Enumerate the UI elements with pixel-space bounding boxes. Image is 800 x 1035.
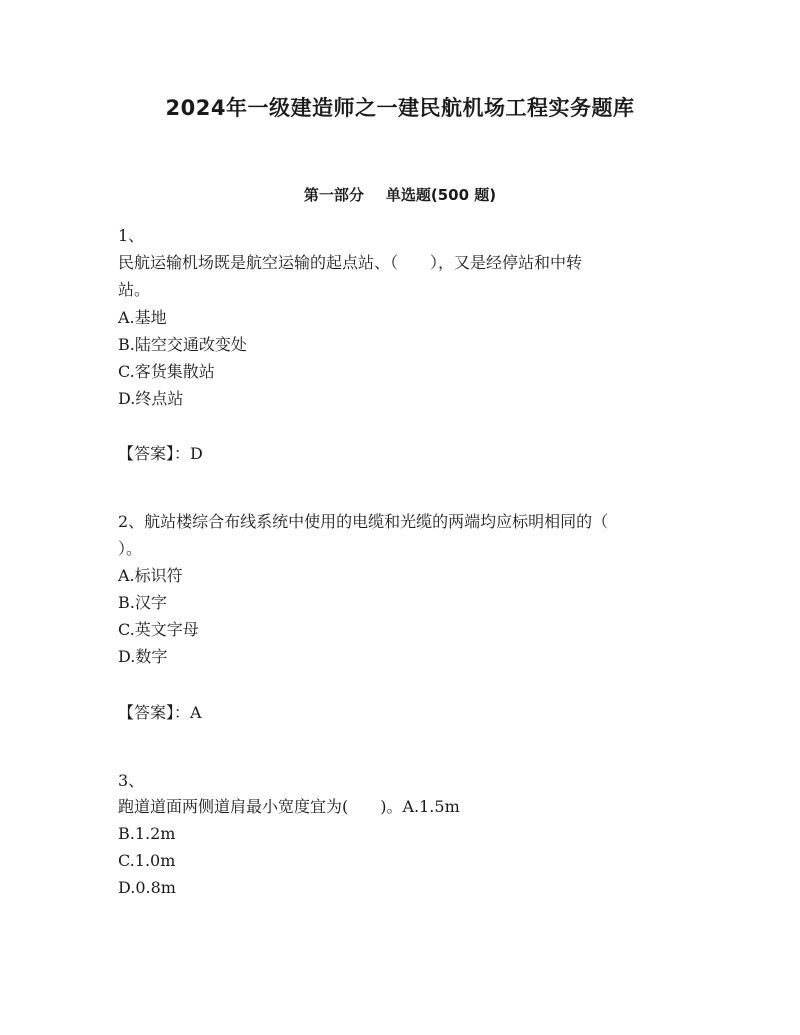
question-3-stem-line-1: 跑道道面两侧道肩最小宽度宜为( )。A.1.5m — [118, 797, 460, 816]
question-1-option-c: C.客货集散站 — [118, 362, 215, 381]
question-1-option-a: A.基地 — [118, 308, 167, 327]
question-2-option-c: C.英文字母 — [118, 620, 199, 639]
answer-value: A — [190, 703, 202, 722]
question-2-option-a: A.标识符 — [118, 566, 183, 585]
question-1-stem-line-1: 民航运输机场既是航空运输的起点站、（ ），又是经停站和中转 — [118, 253, 583, 272]
question-1-answer — [118, 444, 203, 464]
answer-label: 【答案】： — [118, 444, 191, 463]
question-1-option-b: B.陆空交通改变处 — [118, 335, 247, 354]
question-2-stem-line-1: 2、航站楼综合布线系统中使用的电缆和光缆的两端均应标明相同的（ — [118, 512, 609, 531]
document-title: 2024年一级建造师之一建民航机场工程实务题库 — [165, 96, 635, 120]
section-heading — [0, 184, 800, 205]
section-type: 单选题(500 题) — [385, 186, 497, 204]
question-1-option-d: D.终点站 — [118, 389, 184, 408]
section-part: 第一部分 — [303, 186, 364, 204]
question-3-option-d: D.0.8m — [118, 878, 176, 897]
question-2-option-d: D.数字 — [118, 647, 168, 666]
question-2-stem-line-2: ）。 — [118, 539, 143, 558]
question-3-option-b: B.1.2m — [118, 824, 176, 843]
answer-value: D — [190, 444, 203, 463]
question-3-number: 3、 — [118, 771, 145, 790]
question-3-option-c: C.1.0m — [118, 851, 176, 870]
question-2-answer — [118, 703, 202, 723]
answer-label: 【答案】： — [118, 703, 191, 722]
question-2-option-b: B.汉字 — [118, 593, 167, 612]
question-1-stem-line-2: 站。 — [118, 280, 151, 299]
question-1-number: 1、 — [118, 226, 145, 245]
